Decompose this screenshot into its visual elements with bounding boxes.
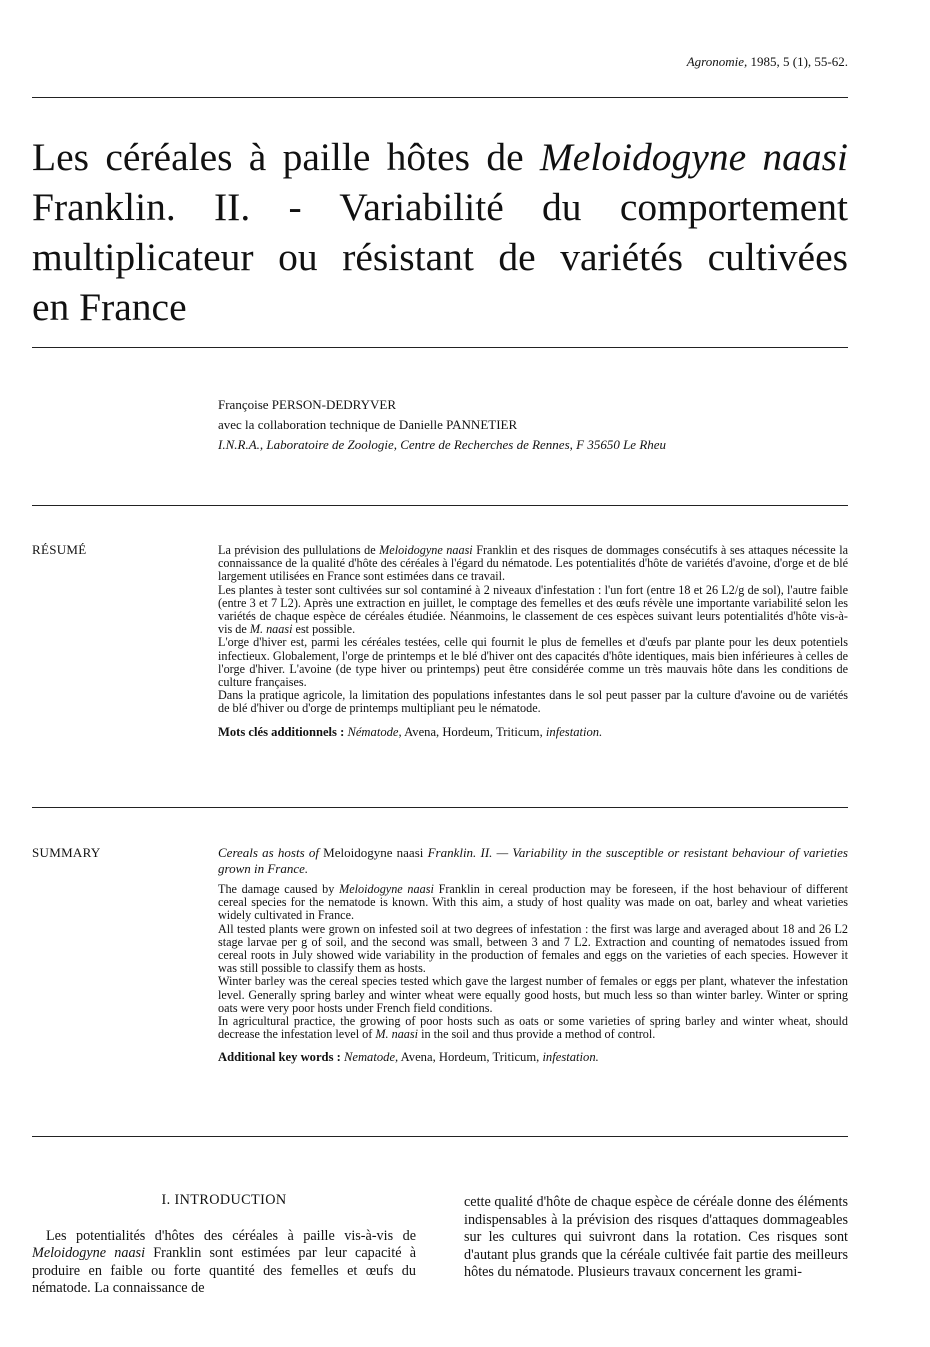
journal-name: Agronomie, (686, 54, 748, 69)
title-rule (32, 347, 848, 348)
resume-label: RÉSUMÉ (32, 542, 87, 557)
author-collaboration: avec la collaboration technique de Danielle PANNETIER (218, 417, 518, 432)
authors-rule (32, 505, 848, 506)
resume-keywords: Mots clés additionnels : Nématode, Avena, Hordeum, Triticum, infestation. (218, 724, 603, 739)
title-line-4: en France (32, 285, 187, 329)
resume-paragraph: L'orge d'hiver est, parmi les céréales testées, celle qui fournit le plus de femelles et d'œufs par plante pour les deux potentiels infectieux. Globalement, l'orge de printemps et le blé d'hiver ont des capacités d'hôte identiques, mais bien inférieures à celles de l'orge d'hiver. L'avoine (de type hiver ou printemps) peut être considérée comme un très mauvais hôte dans les conditions de culture françaises. (218, 635, 848, 690)
title-line-3: multiplicateur ou résistant de variétés cultivées (32, 235, 848, 279)
summary-paragraph: All tested plants were grown on infested soil at two degrees of infestation : the first was large and averaged about 18 and 26 L2 stage larvae per g of soil, and the second was small, between 3 and 7 L2. Extraction and counting of nematodes issued from cereal roots in July showed wide variability in the production of females and eggs on the varieties of each species. However it was still possible to classify them as hosts. (218, 921, 848, 976)
author-affiliation: I.N.R.A., Laboratoire de Zoologie, Centre de Recherches de Rennes, F 35650 Le Rheu (218, 437, 667, 452)
summary-rule (32, 1136, 848, 1137)
author-block (218, 395, 666, 455)
title-line-1: Les céréales à paille hôtes de Meloidogyne naasi (32, 135, 848, 179)
resume-paragraph: La prévision des pullulations de Meloidogyne naasi Franklin et des risques de dommages consécutifs à ses attaques nécessite la connaissance de la qualité d'hôte des céréales à l'égard du nématode. Les potentialités d'hôte de variétés d'avoine, d'orge et de blé largement utilisées en France sont estimées dans ce travail. (218, 543, 848, 584)
section-heading: I. INTRODUCTION (161, 1192, 287, 1208)
journal-volume: 1985, 5 (1), 55-62. (747, 54, 848, 69)
summary-keywords: Additional key words : Nematode, Avena, Hordeum, Triticum, infestation. (218, 1050, 599, 1065)
intro-paragraph: Les potentialités d'hôtes des céréales à paille vis-à-vis de Meloidogyne naasi Franklin sont estimées par leur capacité à produire en faible ou forte quantité des femelles et œufs du nématode. La connaissance de (32, 1227, 416, 1297)
resume-paragraph: Les plantes à tester sont cultivées sur sol contaminé à 2 niveaux d'infestation : l'un fort (entre 18 et 26 L2/g de sol), l'autre faible (entre 3 et 7 L2). Après une extraction en juillet, le comptage des femelles et des œufs révèle une importante variabilité selon les variétés de chaque espèce de céréales étudiée. Néanmoins, le classement de ces espèces suivant leurs potentialités d'hôte vis-à-vis de M. naasi est possible. (218, 582, 848, 637)
summary-label: SUMMARY (32, 845, 101, 860)
journal-citation (687, 54, 848, 70)
intro-right-column (464, 1194, 848, 1282)
summary-body (218, 845, 848, 1065)
summary-paragraph: In agricultural practice, the growing of poor hosts such as oats or some varieties of spring barley and winter wheat, should decrease the infestation level of M. naasi in the soil and thus provide a method of control. (218, 1014, 848, 1042)
summary-title: Cereals as hosts of Meloidogyne naasi Franklin. II. — Variability in the susceptible or resistant behaviour of varieties grown in France. (218, 845, 848, 876)
resume-paragraph: Dans la pratique agricole, la limitation des populations infestantes dans le sol peut passer par la culture d'avoine ou de variétés de blé d'hiver ou d'orge de printemps multipliant peu le nématode. (218, 688, 848, 716)
header-rule (32, 97, 848, 98)
summary-paragraph: The damage caused by Meloidogyne naasi Franklin in cereal production may be foreseen, if the host behaviour of different cereal species for the nematode is known. With this aim, a study of host quality was made on oat, barley and wheat varieties widely cultivated in France. (218, 882, 848, 923)
author-name: Françoise PERSON-DEDRYVER (218, 397, 397, 412)
intro-left-column (32, 1192, 416, 1298)
resume-rule (32, 807, 848, 808)
resume-body (218, 544, 848, 739)
intro-paragraph-continued: cette qualité d'hôte de chaque espèce de céréale donne des éléments indispensables à la prévision des risques d'attaques dommageables sur les cultures qui suivront dans la rotation. Ces risques sont d'autant plus grands que la céréale cultivée fait partie des meilleurs hôtes du nématode. Plusieurs travaux concernent les grami- (464, 1194, 848, 1281)
title-species: Meloidogyne naasi (539, 135, 848, 179)
title-line-2: Franklin. II. - Variabilité du comportement (32, 185, 848, 229)
article-title (32, 132, 848, 332)
summary-paragraph: Winter barley was the cereal species tested which gave the largest number of females or eggs per plant, whatever the infestation level. Generally spring barley and winter wheat were equally good hosts, but much less so than winter barley. Winter or spring oats were very poor hosts under French field conditions. (218, 974, 848, 1015)
